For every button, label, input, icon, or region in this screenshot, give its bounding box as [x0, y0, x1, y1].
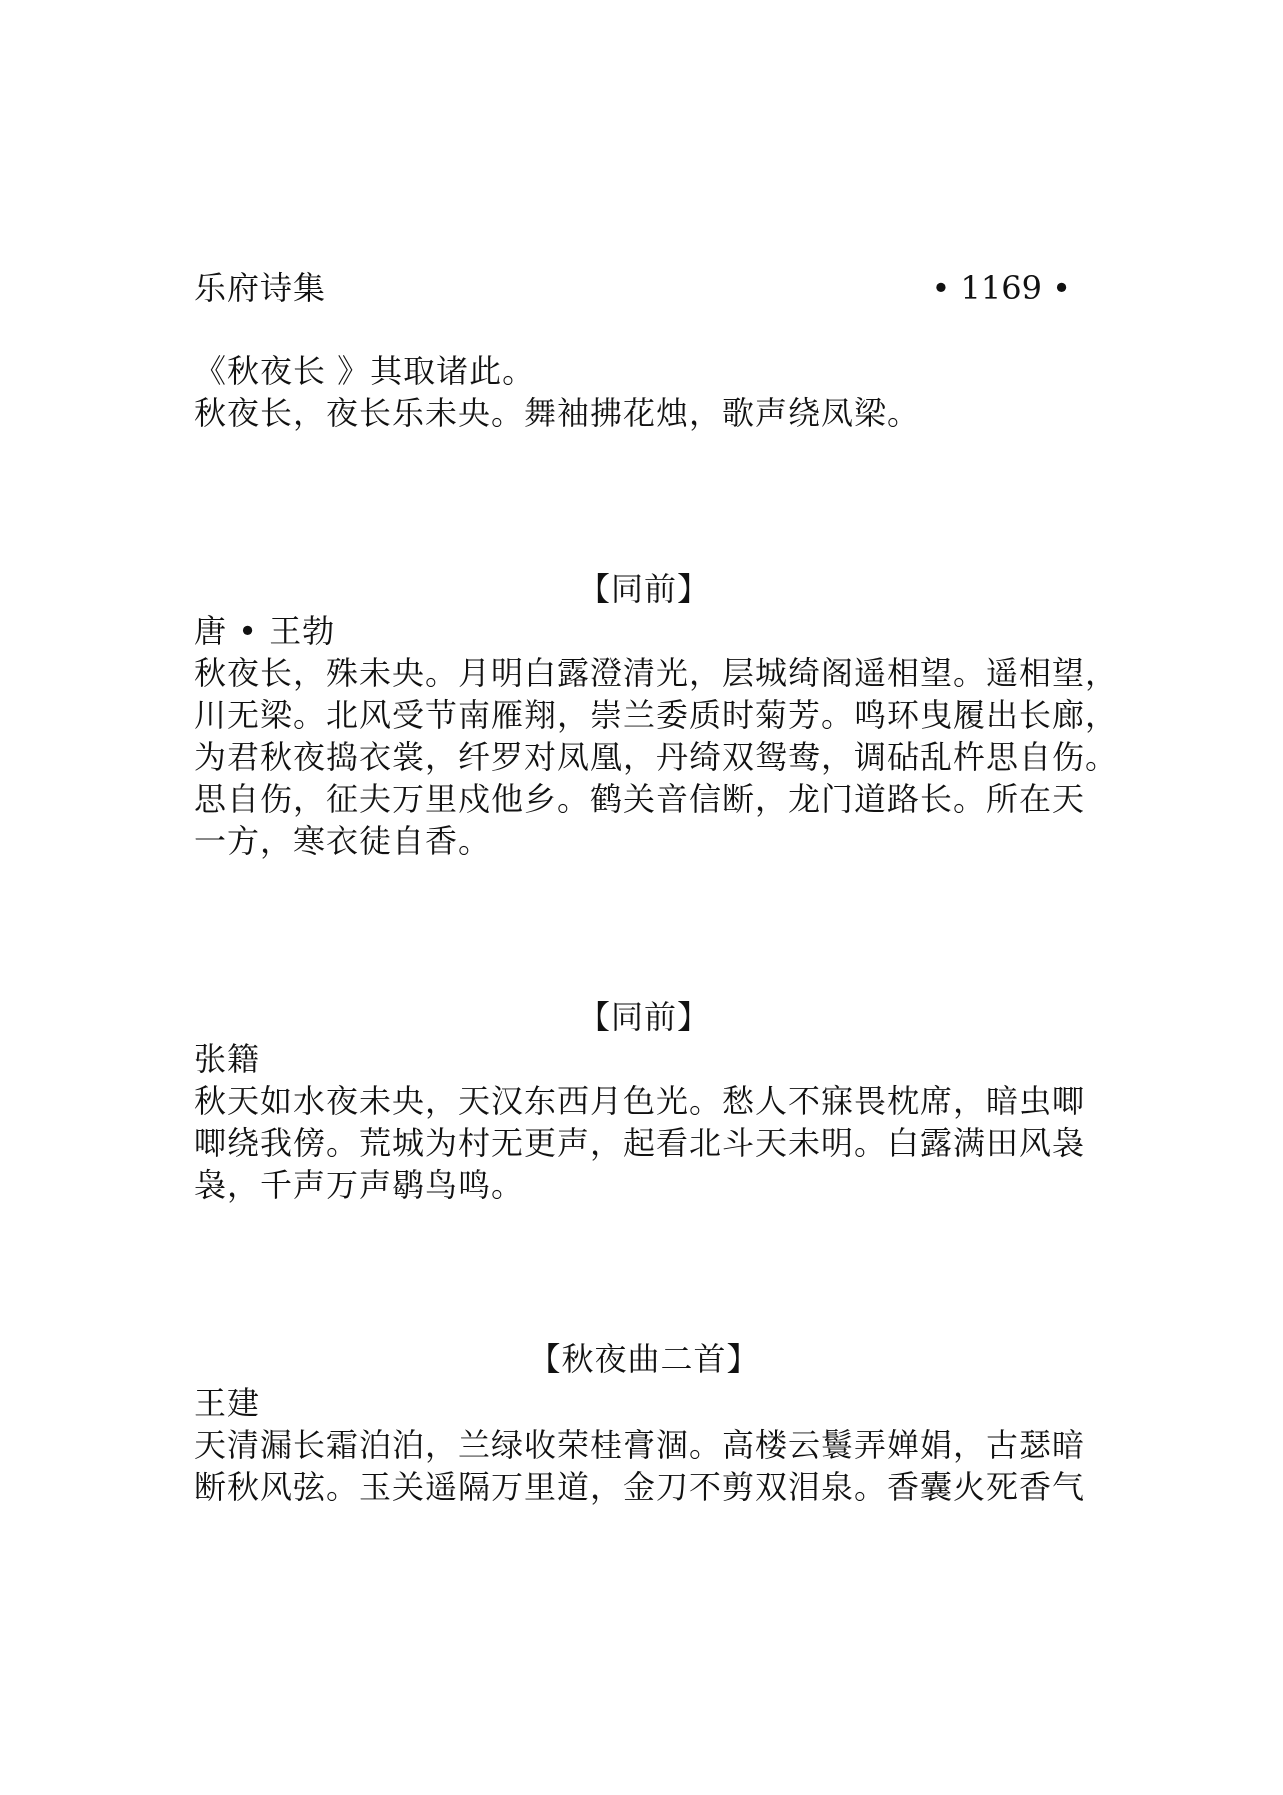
poem-author: 王建: [194, 1384, 261, 1422]
page-number: • 1169 •: [931, 269, 1071, 307]
poem-title: 【秋夜曲二首】: [528, 1340, 760, 1378]
poem-title: 【同前】: [577, 998, 710, 1036]
text-line: 袅，千声万声鹖鸟鸣。: [194, 1166, 525, 1204]
intro-text: [194, 350, 1094, 434]
text-line: 为君秋夜捣衣裳，纤罗对凤凰，丹绮双鸳鸯，调砧乱杵思自伤。: [194, 738, 1119, 776]
running-head-book-title: 乐府诗集: [194, 269, 327, 307]
text-line: 天清漏长霜泊泊，兰绿收荣桂膏涸。高楼云鬟弄婵娟，古瑟暗: [194, 1426, 1086, 1464]
text-line: 《秋夜长 》其取诸此。: [194, 352, 536, 390]
text-line: 秋夜长，殊未央。月明白露澄清光，层城绮阁遥相望。遥相望，: [194, 654, 1119, 692]
text-line: 断秋风弦。玉关遥隔万里道，金刀不剪双泪泉。香囊火死香气: [194, 1468, 1086, 1506]
poem-author: 张籍: [194, 1040, 261, 1078]
text-line: 思自伤，征夫万里戍他乡。鹤关音信断，龙门道路长。所在天: [194, 780, 1086, 818]
poem-author: 唐 • 王勃: [194, 612, 336, 650]
text-line: 川无梁。北风受节南雁翔，崇兰委质时菊芳。鸣环曳履出长廊，: [194, 696, 1119, 734]
poem-body: [194, 1382, 1094, 1508]
poem-body: [194, 610, 1119, 862]
text-line: 秋天如水夜未央，天汉东西月色光。愁人不寐畏枕席，暗虫唧: [194, 1082, 1086, 1120]
poem-body: [194, 1038, 1094, 1206]
text-line: 秋夜长，夜长乐未央。舞袖拂花烛，歌声绕凤梁。: [194, 394, 921, 432]
text-line: 一方，寒衣徒自香。: [194, 822, 492, 860]
poem-title: 【同前】: [577, 570, 710, 608]
text-line: 唧绕我傍。荒城为村无更声，起看北斗天未明。白露满田风袅: [194, 1124, 1086, 1162]
